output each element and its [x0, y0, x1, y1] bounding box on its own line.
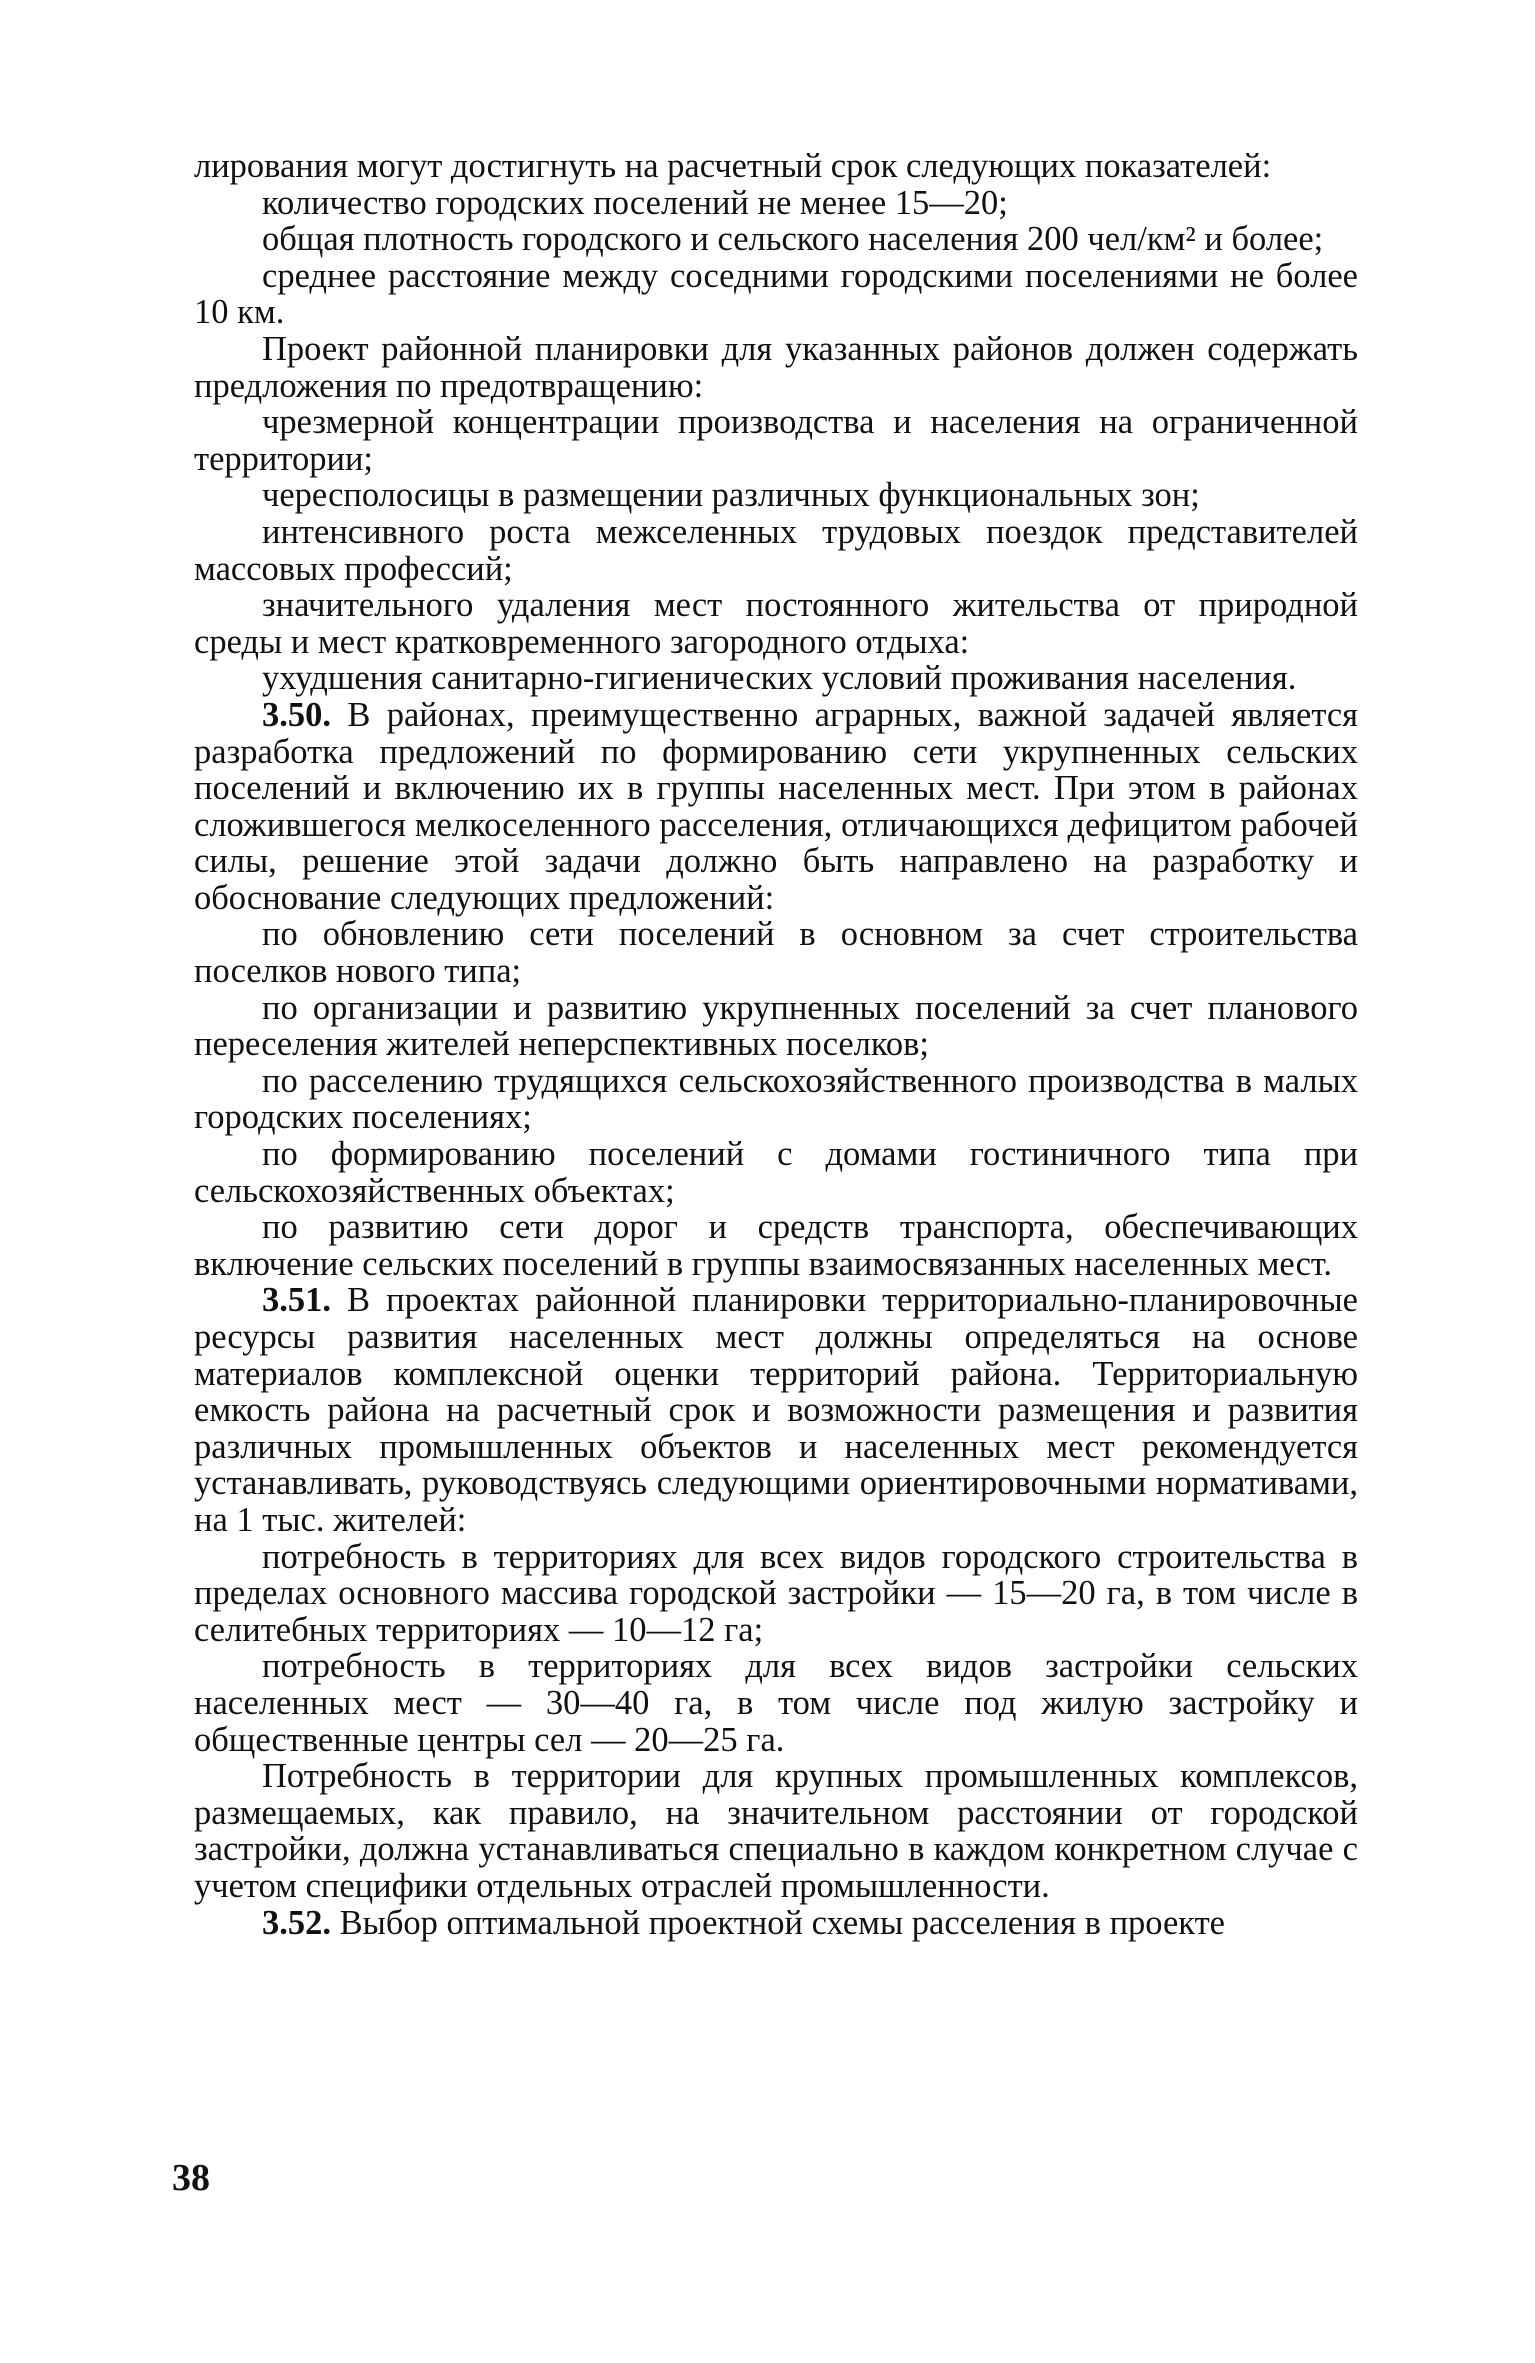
paragraph-16: по развитию сети дорог и средств транспорта, обеспечивающих включение сельских поселений в группы взаимосвязанных населенных мест.: [194, 1208, 1358, 1283]
paragraph-13: по организации и развитию укрупненных поселений за счет планового переселения жителей неперспективных поселков;: [194, 988, 1358, 1064]
section-number: 3.50.: [262, 695, 331, 734]
paragraph-6: чрезмерной концентрации производства и населения на ограниченной территории;: [194, 403, 1358, 478]
paragraph-12: по обновлению сети поселений в основном за счет строительства поселков нового типа;: [194, 915, 1358, 991]
paragraph-2: количество городских поселений не менее 15—20;: [262, 183, 1008, 222]
section-3-52: 3.52. Выбор оптимальной проектной схемы расселения в проекте: [262, 1903, 1225, 1942]
paragraph-4: среднее расстояние между соседними городскими поселениями не более 10 км.: [194, 256, 1358, 332]
page-body: [194, 148, 1358, 1941]
page-number: 38: [172, 2157, 210, 2199]
paragraph-9: значительного удаления мест постоянного жительства от природной среды и мест кратковременного загородного отдыха:: [194, 586, 1358, 661]
paragraph-18: потребность в территориях для всех видов городского строительства в пределах основного массива городской застройки — 15—20 га, в том числе в селитебных территориях — 10—12 га;: [194, 1537, 1358, 1649]
section-number: 3.51.: [262, 1281, 331, 1320]
paragraph-15: по формированию поселений с домами гостиничного типа при сельскохозяйственных объектах;: [194, 1135, 1358, 1210]
paragraph-8: интенсивного роста межселенных трудовых поездок представителей массовых профессий;: [194, 512, 1358, 588]
paragraph-3: общая плотность городского и сельского населения 200 чел/км² и более;: [262, 220, 1324, 259]
paragraph-5: Проект районной планировки для указанных районов должен содержать предложения по предотвращению:: [194, 329, 1358, 405]
paragraph-20: Потребность в территории для крупных промышленных комплексов, размещаемых, как правило, на значительном расстоянии от городской застройки, должна устанавливаться специально в каждом конкретном случае с учетом специфики отдельных отраслей промышленности.: [194, 1757, 1358, 1905]
section-number: 3.52.: [262, 1903, 331, 1942]
paragraph-10: ухудшения санитарно-гигиенических условий проживания населения.: [262, 659, 1297, 698]
paragraph-19: потребность в территориях для всех видов застройки сельских населенных мест — 30—40 га, в том числе под жилую застройку и общественные центры сел — 20—25 га.: [194, 1647, 1358, 1759]
paragraph-1: лирования могут достигнуть на расчетный срок следующих показателей:: [194, 147, 1272, 185]
section-3-51: 3.51. В проектах районной планировки территориально-планировочные ресурсы развития населенных мест должны определяться на основе материалов комплексной оценки территорий района. Территориальную емкость района на расчетный срок и возможности размещения и развития различных промышленных объектов и населенных мест рекомендуется устанавливать, руководствуясь следующими ориентировочными нормативами, на 1 тыс. жителей:: [194, 1281, 1358, 1539]
paragraph-14: по расселению трудящихся сельскохозяйственного производства в малых городских поселениях;: [194, 1061, 1358, 1137]
paragraph-7: чересполосицы в размещении различных функциональных зон;: [262, 476, 1200, 515]
section-3-50: 3.50. В районах, преимущественно аграрных, важной задачей является разработка предложений по формированию сети укрупненных сельских поселений и включению их в группы населенных мест. При этом в районах сложившегося мелкоселенного расселения, отличающихся дефицитом рабочей силы, решение этой задачи должно быть направлено на разработку и обоснование следующих предложений:: [194, 695, 1358, 917]
